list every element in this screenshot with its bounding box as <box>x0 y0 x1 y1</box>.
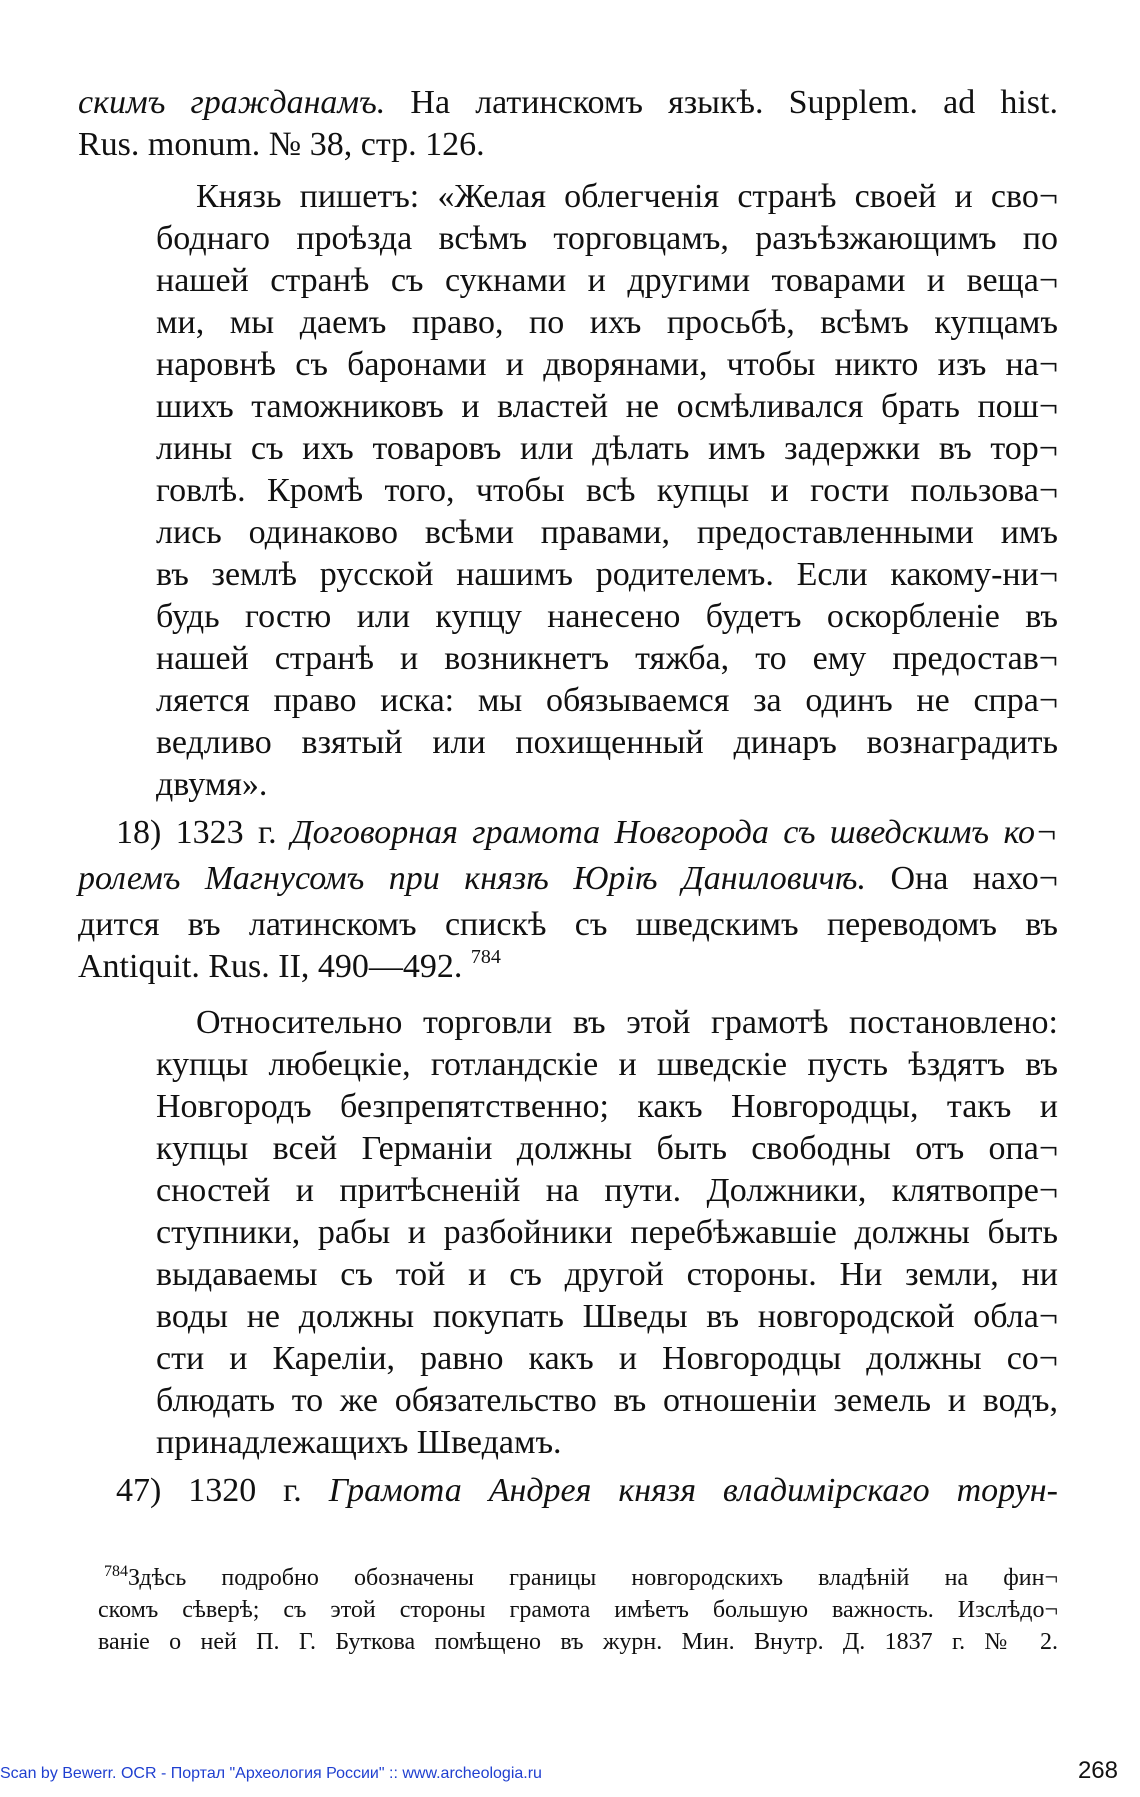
page-number: 268 <box>1077 1757 1118 1784</box>
quote-block-2 <box>78 1002 1058 1464</box>
quote2-line: ступники, рабы и разбойники перебѣжавшіе должны быть <box>156 1214 1058 1251</box>
footnote-marker: 784 <box>104 1563 128 1580</box>
quote1-line: Князь пишетъ: «Желая облегченія странѣ своей и сво¬ <box>196 178 1058 215</box>
quote1-line: ведливо взятый или похищенный динаръ вознаградить <box>156 724 1058 761</box>
quote1-line: наровнѣ съ баронами и дворянами, чтобы никто изъ на¬ <box>156 346 1058 383</box>
quote2-line: Новгородъ безпрепятственно; какъ Новгородцы, такъ и <box>156 1088 1058 1125</box>
quote2-line: принадлежащихъ Шведамъ. <box>156 1424 562 1461</box>
entry-47-line <box>78 1470 1058 1512</box>
quote1-line: ляется право иска: мы обязываемся за одинъ не спра¬ <box>156 682 1058 719</box>
footnote-line <box>98 1562 1058 1594</box>
entry-18-line-3: дится въ латинскомъ спискѣ съ шведскимъ переводомъ въ <box>78 906 1058 943</box>
main-text <box>78 82 1058 1512</box>
footnote-text: Здѣсь подробно обозначены границы новгородскихъ владѣній на фин¬ <box>128 1565 1058 1591</box>
quote2-line: блюдать то же обязательство въ отношеніи земель и водъ, <box>156 1382 1058 1419</box>
quote-block-1 <box>78 176 1058 806</box>
footnote-ref-784[interactable]: 784 <box>470 946 501 968</box>
quote1-line: нашей странѣ и возникнетъ тяжба, то ему предостав¬ <box>156 640 1058 677</box>
quote2-line: сти и Кареліи, равно какъ и Новгородцы должны со¬ <box>156 1340 1058 1377</box>
footnote-line: скомъ сѣверѣ; съ этой стороны грамота имѣетъ большую важность. Изслѣдо¬ <box>98 1597 1058 1623</box>
entry-47-number: 47) 1320 г. <box>116 1472 329 1509</box>
quote1-line: шихъ таможниковъ и властей не осмѣливался брать пош¬ <box>156 388 1058 425</box>
footnote-block <box>98 1562 1058 1658</box>
quote2-line: воды не должны покупать Шведы въ новгородской обла¬ <box>156 1298 1058 1335</box>
quote1-line: нашей странѣ съ сукнами и другими товарами и веща¬ <box>156 262 1058 299</box>
entry-18-line-1 <box>78 812 1058 854</box>
quote1-line: говлѣ. Кромѣ того, чтобы всѣ купцы и гости пользова¬ <box>156 472 1058 509</box>
quote2-line: Относительно торговли въ этой грамотѣ постановлено: <box>196 1004 1058 1041</box>
entry-18-line-4 <box>78 946 1058 988</box>
quote2-line: выдаваемы съ той и съ другой стороны. Ни земли, ни <box>156 1256 1058 1293</box>
entry-18-line-2 <box>78 854 1058 904</box>
quote2-line: купцы всей Германіи должны быть свободны отъ опа¬ <box>156 1130 1058 1167</box>
entry-18-title: Договорная грамота Новгорода съ шведскимъ ко¬ <box>291 814 1058 851</box>
scan-credit-link[interactable]: Scan by Bewerr. OCR - Портал "Археология России" :: www.archeologia.ru <box>0 1765 542 1782</box>
quote1-line: двумя». <box>156 766 268 803</box>
entry-18-source: Antiquit. Rus. II, 490—492. <box>78 948 471 985</box>
intro-rest: На латинскомъ языкѣ. Supplem. ad hist. <box>385 84 1058 121</box>
intro-italic: скимъ гражданамъ. <box>78 84 386 121</box>
quote2-line: купцы любецкіе, готландскіе и шведскіе пусть ѣздятъ въ <box>156 1046 1058 1083</box>
entry-47-title: Грамота Андрея князя владимірскаго торун- <box>328 1472 1058 1509</box>
footnote-line: ваніе о ней П. Г. Буткова помѣщено въ журн. Мин. Внутр. Д. 1837 г. № 2. <box>98 1629 1058 1655</box>
quote1-line: боднаго проѣзда всѣмъ торговцамъ, разъѣзжающимъ по <box>156 220 1058 257</box>
intro-line-2: Rus. monum. № 38, стр. 126. <box>78 126 485 163</box>
quote1-line: лись одинаково всѣми правами, предоставленными имъ <box>156 514 1058 551</box>
quote1-line: будь гостю или купцу нанесено будетъ оскорбленіе въ <box>156 598 1058 635</box>
quote1-line: лины съ ихъ товаровъ или дѣлать имъ задержки въ тор¬ <box>156 430 1058 467</box>
entry-18-number: 18) 1323 г. <box>116 814 292 851</box>
quote2-line: сностей и притѣсненій на пути. Должники, клятвопре¬ <box>156 1172 1058 1209</box>
quote1-line: въ землѣ русской нашимъ родителемъ. Если какому-ни¬ <box>156 556 1058 593</box>
quote1-line: ми, мы даемъ право, по ихъ просьбѣ, всѣмъ купцамъ <box>156 304 1058 341</box>
intro-line-1 <box>78 82 1058 124</box>
entry-18-text: Она нахо¬ <box>865 860 1058 897</box>
entry-18-title-cont: ролемъ Магнусомъ при князѣ Юріѣ Даниловичѣ. <box>78 860 866 897</box>
